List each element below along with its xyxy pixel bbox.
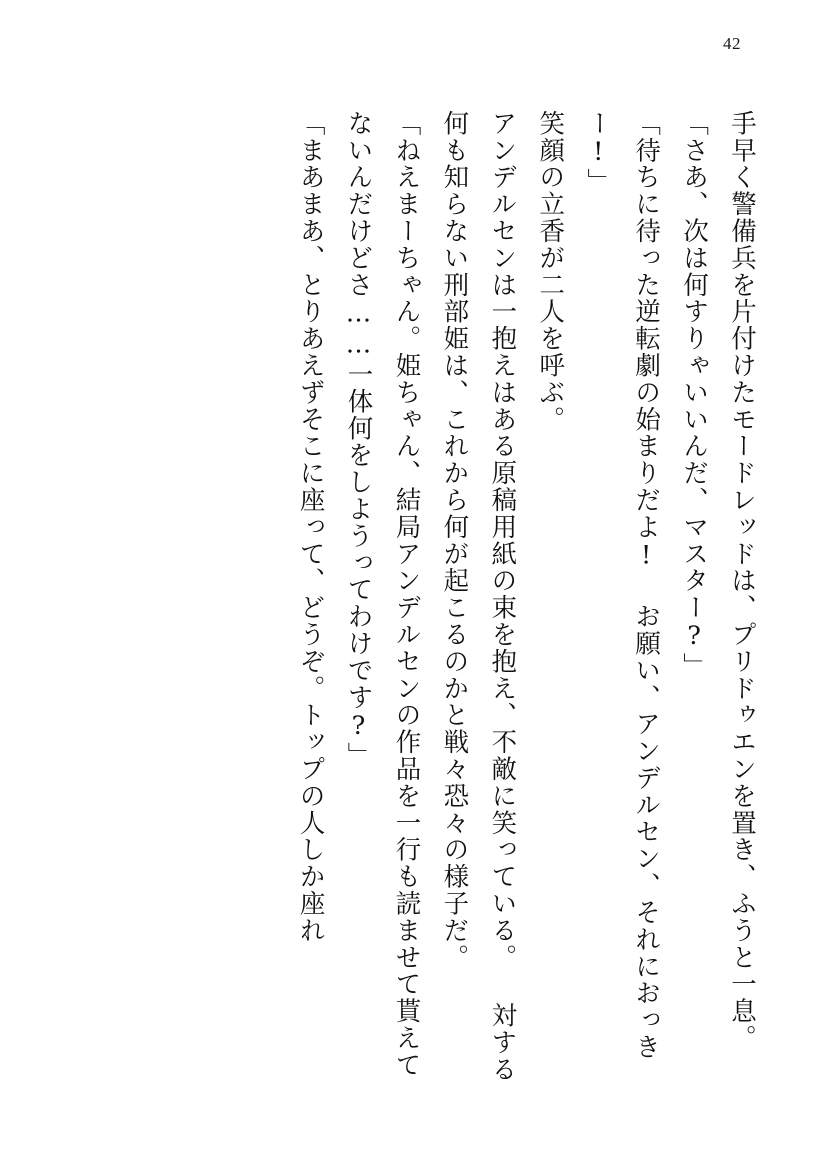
paragraph: 「待ちに待った逆転劇の始まりだよ! お願い、アンデルセン、それにおっきー!」	[583, 110, 662, 1061]
page-body-text	[60, 110, 765, 1096]
paragraph: 手早く警備兵を片付けたモードレッドは、プリドゥエンを置き、ふうと一息。	[727, 110, 757, 1052]
paragraph: 「さあ、次は何すりゃいいんだ、マスター?」	[679, 110, 710, 680]
paragraph: 笑顔の立香が二人を呼ぶ。	[535, 110, 566, 433]
paragraph: アンデルセンは一抱えはある原稿用紙の束を抱え、不敵に笑っている。 対する何も知らない刑部姫は、これから何が起こるのかと戦々恐々の様子だ。	[439, 110, 518, 1083]
page-number: 42	[723, 34, 741, 53]
paragraph: 「まあまあ、とりあえずそこに座って、どうぞ。トップの人しか座れ	[295, 110, 326, 944]
paragraph: 「ねえまーちゃん。姫ちゃん、結局アンデルセンの作品を一行も読ませて貰えてないんだけどさ……一体何をしようってわけです?」	[343, 110, 422, 1079]
